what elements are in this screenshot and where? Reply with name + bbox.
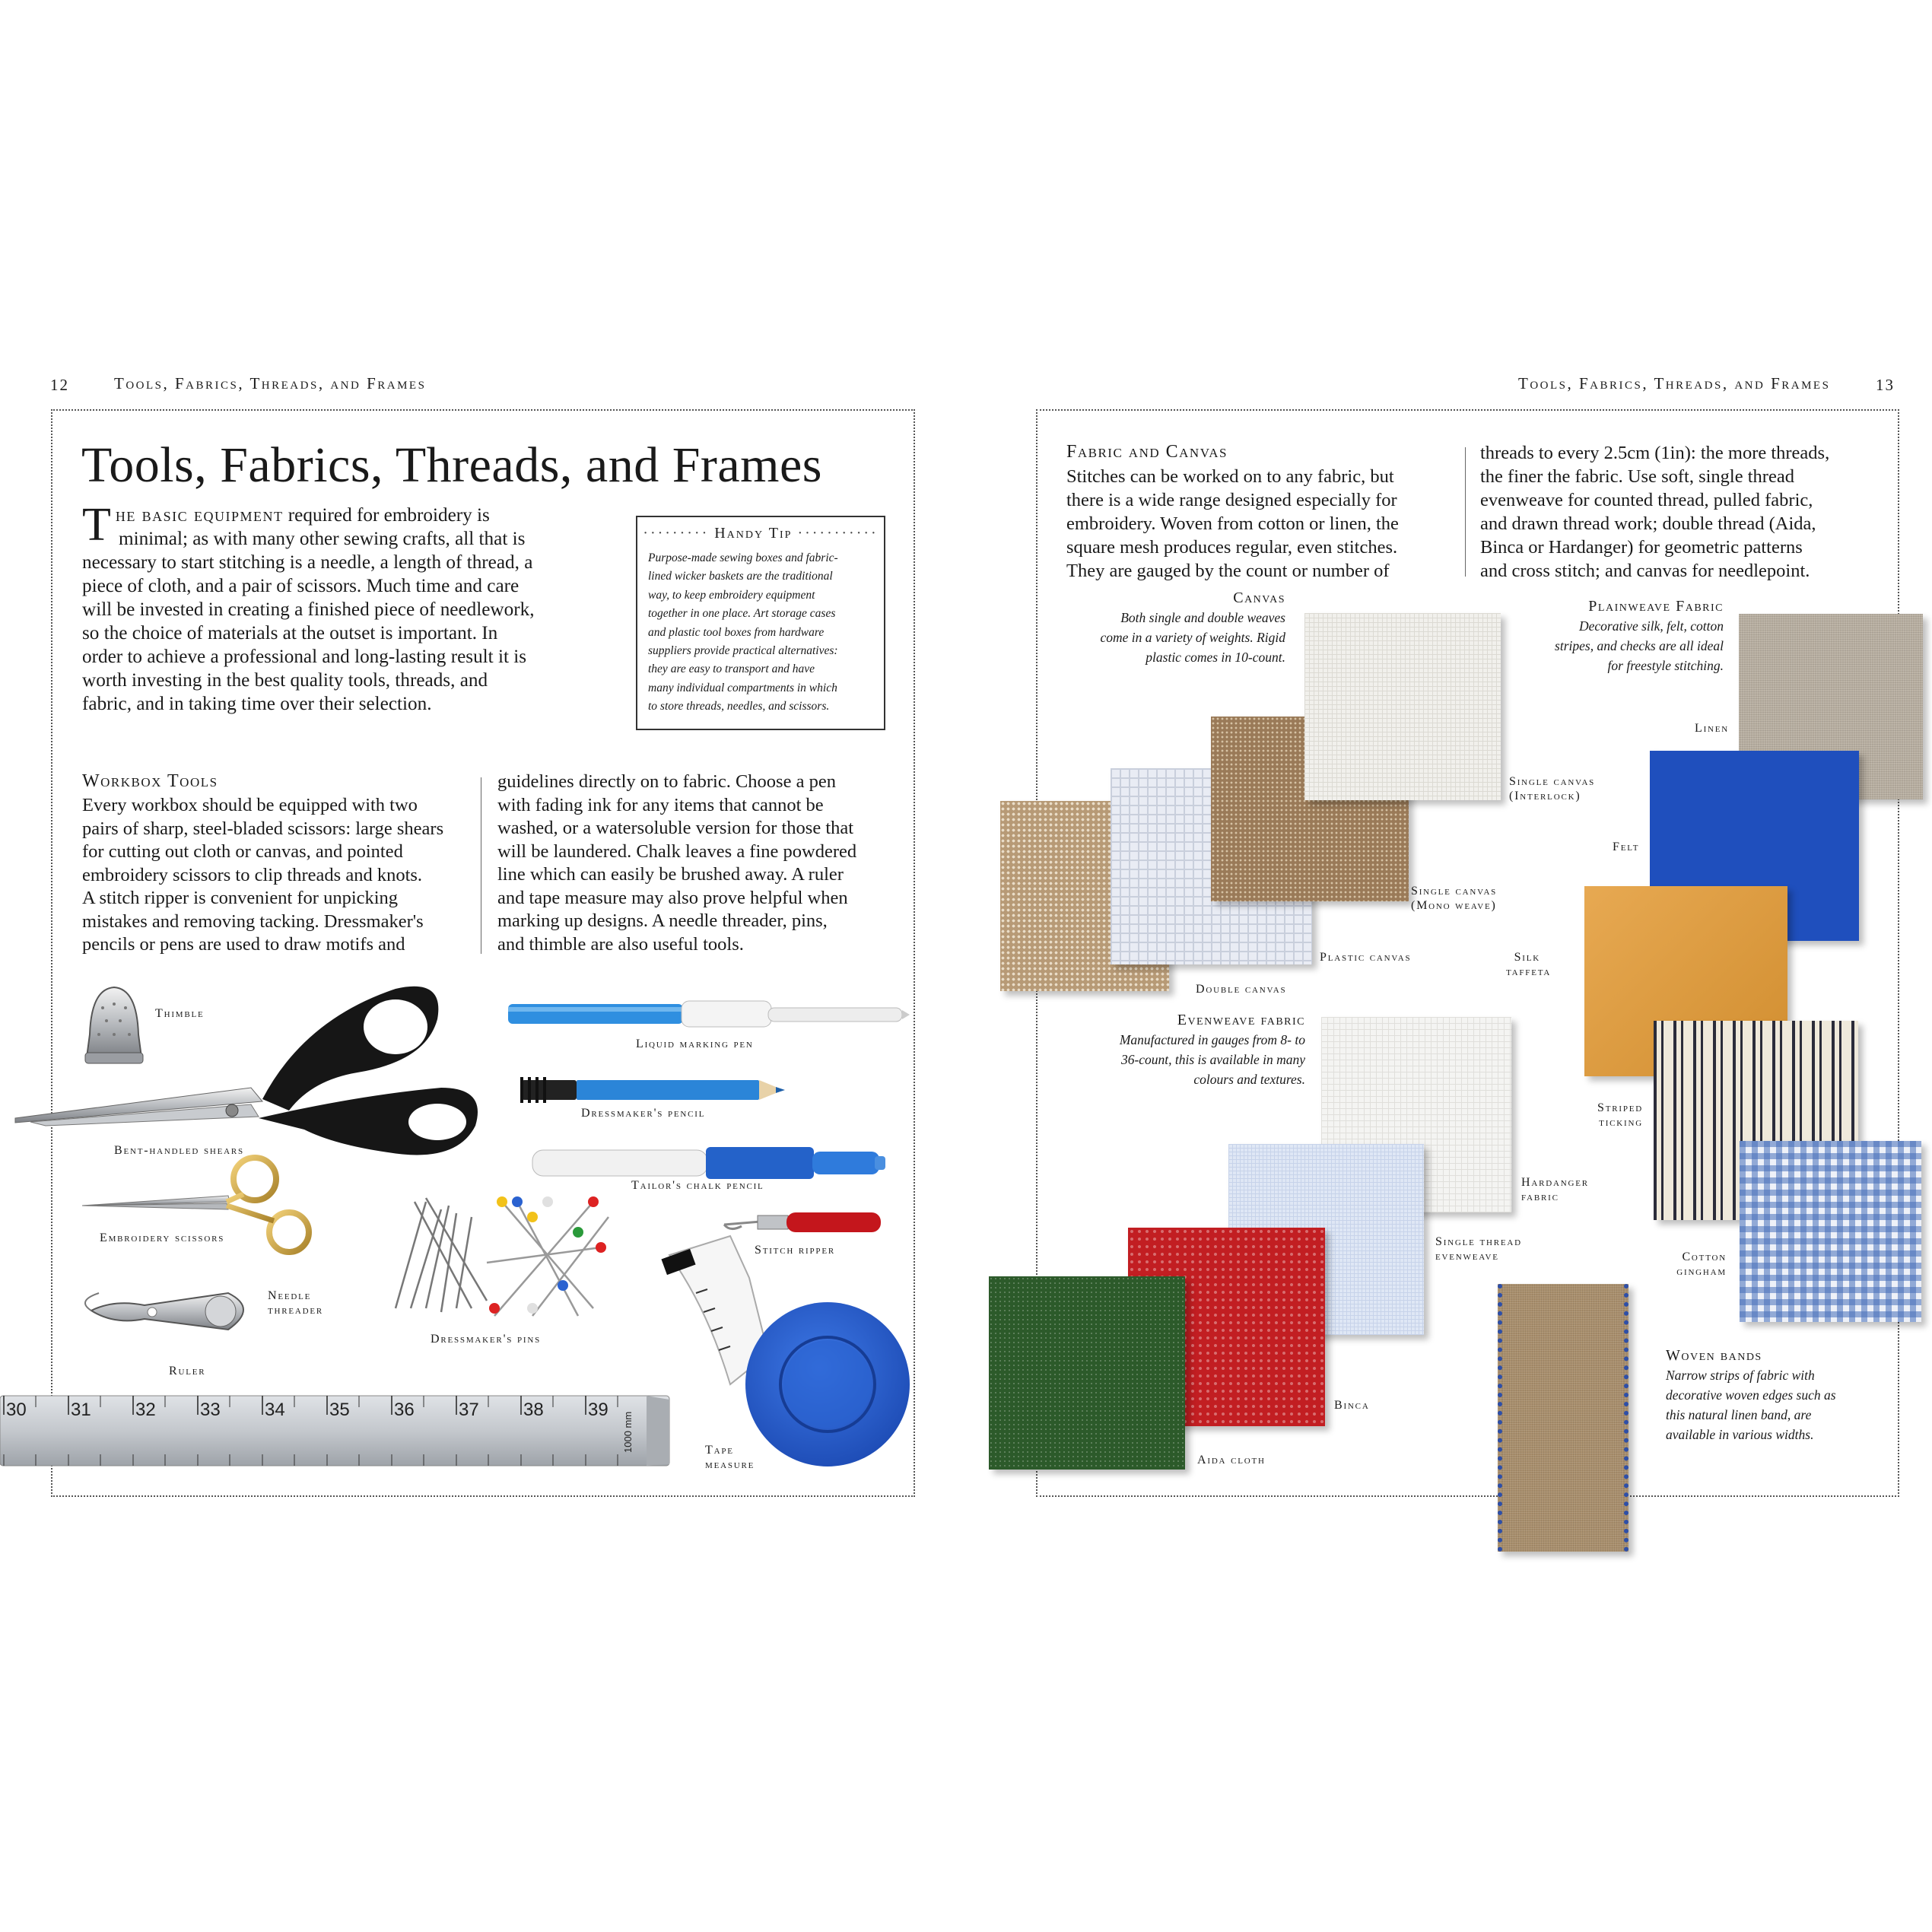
ruler-number: 37 bbox=[459, 1400, 479, 1420]
caption-plastic-canvas: Plastic canvas bbox=[1320, 951, 1412, 964]
ruler-number: 32 bbox=[135, 1400, 156, 1420]
tip-line: and plastic tool boxes from hardware bbox=[648, 625, 825, 639]
caption-embroidery-scissors: Embroidery scissors bbox=[100, 1231, 225, 1244]
intro-line: worth investing in the best quality tools, threads, and bbox=[82, 670, 488, 691]
workbox-heading: Workbox Tools bbox=[82, 771, 218, 791]
running-head-right: Tools, Fabrics, Threads, and Frames bbox=[1518, 374, 1831, 392]
intro-line: necessary to start stitching is a needle, a length of thread, a bbox=[82, 552, 533, 573]
caption-line: Single canvas bbox=[1411, 885, 1498, 898]
workbox-line: and thimble are also useful tools. bbox=[497, 933, 744, 955]
handy-tip-text bbox=[648, 549, 876, 717]
workbox-line: guidelines directly on to fabric. Choose a pen bbox=[497, 771, 836, 792]
intro-line: piece of cloth, and a pair of scissors. Much time and care bbox=[82, 576, 520, 596]
workbox-line: and tape measure may also prove helpful when bbox=[497, 887, 848, 908]
tip-line: lined wicker baskets are the traditional bbox=[648, 570, 833, 583]
note-line: colours and textures. bbox=[1193, 1072, 1305, 1087]
swatch-aida-cloth bbox=[989, 1276, 1185, 1470]
intro-line: minimal; as with many other sewing crafts, all that is bbox=[119, 529, 526, 549]
shears-icon bbox=[15, 987, 478, 1155]
tip-line: to store threads, needles, and scissors. bbox=[648, 700, 830, 713]
note-line: this natural linen band, are bbox=[1666, 1407, 1812, 1422]
caption-line: Needle bbox=[268, 1289, 312, 1302]
caption-linen: Linen bbox=[1695, 722, 1730, 735]
fabric-line: the finer the fabric. Use soft, single thread bbox=[1480, 466, 1794, 487]
ruler-number: 31 bbox=[71, 1400, 91, 1420]
tailors-chalk-pencil-icon bbox=[532, 1147, 885, 1179]
caption-single-thread bbox=[1435, 1235, 1522, 1263]
evenweave-heading: Evenweave fabric bbox=[1177, 1012, 1305, 1028]
ruler-number: 30 bbox=[6, 1400, 27, 1420]
swatch-woven-band bbox=[1498, 1284, 1629, 1552]
note-line: 36-count, this is available in many bbox=[1120, 1052, 1305, 1067]
workbox-col2 bbox=[497, 771, 908, 956]
note-line: Both single and double weaves bbox=[1120, 610, 1285, 625]
stitch-ripper-icon bbox=[724, 1212, 881, 1232]
caption-silk-taffeta bbox=[1506, 950, 1552, 979]
caption-cotton-gingham bbox=[1661, 1250, 1727, 1279]
handy-tip-box bbox=[636, 516, 885, 730]
caption-dressmakers-pencil: Dressmaker's pencil bbox=[581, 1107, 706, 1120]
caption-line: Cotton bbox=[1682, 1250, 1727, 1263]
fabric-line: and drawn thread work; double thread (Aida, bbox=[1480, 513, 1816, 534]
fabric-line: square mesh produces regular, even stitches. bbox=[1066, 537, 1398, 558]
pins-icon bbox=[396, 1196, 609, 1316]
tape-measure-icon bbox=[661, 1236, 910, 1466]
caption-liquid-pen: Liquid marking pen bbox=[636, 1037, 754, 1050]
ruler-number: 35 bbox=[329, 1400, 350, 1420]
tip-line: Purpose-made sewing boxes and fabric- bbox=[648, 551, 838, 564]
ruler-numbers bbox=[0, 1400, 669, 1430]
workbox-line: with fading ink for any items that cannot be bbox=[497, 794, 824, 815]
plainweave-note bbox=[1491, 596, 1724, 675]
intro-line: will be invested in creating a finished piece of needlework, bbox=[82, 599, 535, 620]
drop-cap: T bbox=[82, 499, 111, 551]
fabric-line: evenweave for counted thread, pulled fabric, bbox=[1480, 490, 1813, 510]
caption-line: Tape bbox=[705, 1444, 734, 1457]
note-line: stripes, and checks are all ideal bbox=[1555, 638, 1724, 653]
caption-line: gingham bbox=[1676, 1265, 1727, 1278]
caption-aida-cloth: Aida cloth bbox=[1197, 1454, 1266, 1466]
dressmakers-pencil-icon bbox=[522, 1077, 785, 1103]
liquid-marking-pen-icon bbox=[508, 1001, 910, 1027]
handy-tip-heading: Handy Tip bbox=[714, 525, 793, 542]
caption-line: Silk bbox=[1514, 951, 1540, 964]
note-line: Narrow strips of fabric with bbox=[1666, 1368, 1815, 1383]
intro-line: order to achieve a professional and long-lasting result it is bbox=[82, 647, 527, 667]
thimble-icon bbox=[85, 987, 143, 1063]
caption-tape-measure bbox=[705, 1443, 755, 1472]
fabric-line: there is a wide range designed especially for bbox=[1066, 490, 1397, 510]
evenweave-note bbox=[1050, 1010, 1305, 1089]
fabric-col1 bbox=[1066, 465, 1462, 583]
note-line: come in a variety of weights. Rigid bbox=[1100, 630, 1285, 645]
caption-line: fabric bbox=[1521, 1190, 1559, 1203]
intro-line: required for embroidery is bbox=[288, 505, 490, 526]
caption-line: ticking bbox=[1599, 1116, 1643, 1129]
woven-bands-note bbox=[1666, 1346, 1894, 1444]
page-title: Tools, Fabrics, Threads, and Frames bbox=[81, 437, 822, 493]
caption-stitch-ripper: Stitch ripper bbox=[755, 1244, 835, 1257]
page-number-left: 12 bbox=[50, 376, 69, 394]
column-rule-right bbox=[1465, 447, 1466, 577]
canvas-note bbox=[1050, 588, 1285, 667]
workbox-line: A stitch ripper is convenient for unpicking bbox=[82, 888, 399, 908]
ruler-number: 34 bbox=[265, 1400, 285, 1420]
caption-ruler: Ruler bbox=[169, 1365, 206, 1378]
caption-line: (Mono weave) bbox=[1411, 899, 1497, 912]
page-number-right: 13 bbox=[1876, 376, 1895, 394]
caption-line: Hardanger bbox=[1521, 1176, 1589, 1189]
caption-pins: Dressmaker's pins bbox=[431, 1333, 542, 1346]
ruler-unit-label: 1000 mm bbox=[622, 1411, 634, 1453]
caption-line: evenweave bbox=[1435, 1250, 1499, 1263]
caption-binca: Binca bbox=[1334, 1399, 1370, 1412]
note-line: Decorative silk, felt, cotton bbox=[1578, 618, 1724, 634]
fabric-line: and cross stitch; and canvas for needlepoint. bbox=[1480, 561, 1810, 581]
intro-paragraph bbox=[82, 499, 615, 716]
workbox-line: washed, or a watersoluble version for those that bbox=[497, 818, 854, 838]
caption-tailors-chalk-pencil: Tailor's chalk pencil bbox=[631, 1179, 764, 1192]
ruler-number: 39 bbox=[588, 1400, 609, 1420]
fabric-line: embroidery. Woven from cotton or linen, the bbox=[1066, 513, 1399, 534]
note-line: plastic comes in 10-count. bbox=[1146, 650, 1285, 665]
caption-double-canvas: Double canvas bbox=[1196, 983, 1287, 996]
workbox-line: for cutting out cloth or canvas, and pointed bbox=[82, 841, 403, 862]
caption-line: Single thread bbox=[1435, 1235, 1522, 1248]
workbox-line: line which can easily be brushed away. A ruler bbox=[497, 864, 844, 885]
swatch-interlock-canvas bbox=[1304, 613, 1501, 800]
caption-hardanger bbox=[1521, 1175, 1589, 1204]
caption-needle-threader bbox=[268, 1289, 323, 1317]
workbox-line: pairs of sharp, steel-bladed scissors: large shears bbox=[82, 818, 444, 839]
workbox-line: will be laundered. Chalk leaves a fine powdered bbox=[497, 840, 857, 862]
swatch-cotton-gingham bbox=[1740, 1141, 1921, 1322]
ruler-number: 33 bbox=[200, 1400, 221, 1420]
handy-tip-heading-row: ········· Handy Tip ··········· bbox=[643, 525, 879, 542]
fabric-col2 bbox=[1480, 441, 1891, 583]
workbox-line: Every workbox should be equipped with two bbox=[82, 795, 418, 815]
tip-line: they are easy to transport and have bbox=[648, 663, 815, 676]
tip-line: together in one place. Art storage cases bbox=[648, 607, 836, 621]
fabric-heading: Fabric and Canvas bbox=[1066, 442, 1228, 462]
caption-shears: Bent-handled shears bbox=[114, 1144, 244, 1157]
caption-striped-ticking bbox=[1581, 1101, 1643, 1130]
caption-thimble: Thimble bbox=[155, 1007, 205, 1020]
intro-line: fabric, and in taking time over their selection. bbox=[82, 694, 432, 714]
tip-line: many individual compartments in which bbox=[648, 681, 837, 694]
fabric-line: threads to every 2.5cm (1in): the more threads, bbox=[1480, 443, 1830, 463]
running-head-left: Tools, Fabrics, Threads, and Frames bbox=[114, 374, 427, 392]
ruler-number: 36 bbox=[394, 1400, 415, 1420]
plainweave-heading: Plainweave Fabric bbox=[1588, 598, 1724, 615]
intro-lead-in: he basic equipment bbox=[115, 505, 284, 526]
caption-single-interlock bbox=[1509, 774, 1595, 803]
caption-single-mono bbox=[1411, 884, 1497, 913]
note-line: Manufactured in gauges from 8- to bbox=[1119, 1032, 1305, 1047]
note-line: for freestyle stitching. bbox=[1607, 658, 1724, 673]
fabric-line: Stitches can be worked on to any fabric, but bbox=[1066, 466, 1394, 487]
workbox-line: marking up designs. A needle threader, pins, bbox=[497, 910, 828, 931]
caption-line: threader bbox=[268, 1304, 324, 1317]
workbox-col1 bbox=[82, 794, 478, 957]
caption-line: taffeta bbox=[1506, 965, 1552, 978]
caption-felt: Felt bbox=[1613, 840, 1640, 853]
workbox-line: pencils or pens are used to draw motifs and bbox=[82, 934, 405, 955]
caption-line: Striped bbox=[1597, 1101, 1643, 1114]
note-line: available in various widths. bbox=[1666, 1427, 1814, 1442]
tip-line: way, to keep embroidery equipment bbox=[648, 588, 815, 602]
caption-line: measure bbox=[705, 1458, 755, 1471]
note-line: decorative woven edges such as bbox=[1666, 1387, 1836, 1403]
tip-line: suppliers provide practical alternatives: bbox=[648, 644, 838, 658]
caption-line: (Interlock) bbox=[1509, 790, 1581, 802]
intro-line: so the choice of materials at the outset is important. In bbox=[82, 623, 498, 643]
needle-threader-icon bbox=[85, 1293, 243, 1330]
workbox-line: mistakes and removing tacking. Dressmaker's bbox=[82, 910, 424, 932]
fabric-line: Binca or Hardanger) for geometric patterns bbox=[1480, 537, 1803, 558]
caption-line: Single canvas bbox=[1509, 775, 1596, 788]
ruler-number: 38 bbox=[523, 1400, 544, 1420]
canvas-heading: Canvas bbox=[1233, 589, 1285, 606]
woven-bands-heading: Woven bands bbox=[1666, 1347, 1762, 1364]
fabric-line: They are gauged by the count or number of bbox=[1066, 561, 1390, 581]
workbox-line: embroidery scissors to clip threads and knots. bbox=[82, 864, 423, 885]
